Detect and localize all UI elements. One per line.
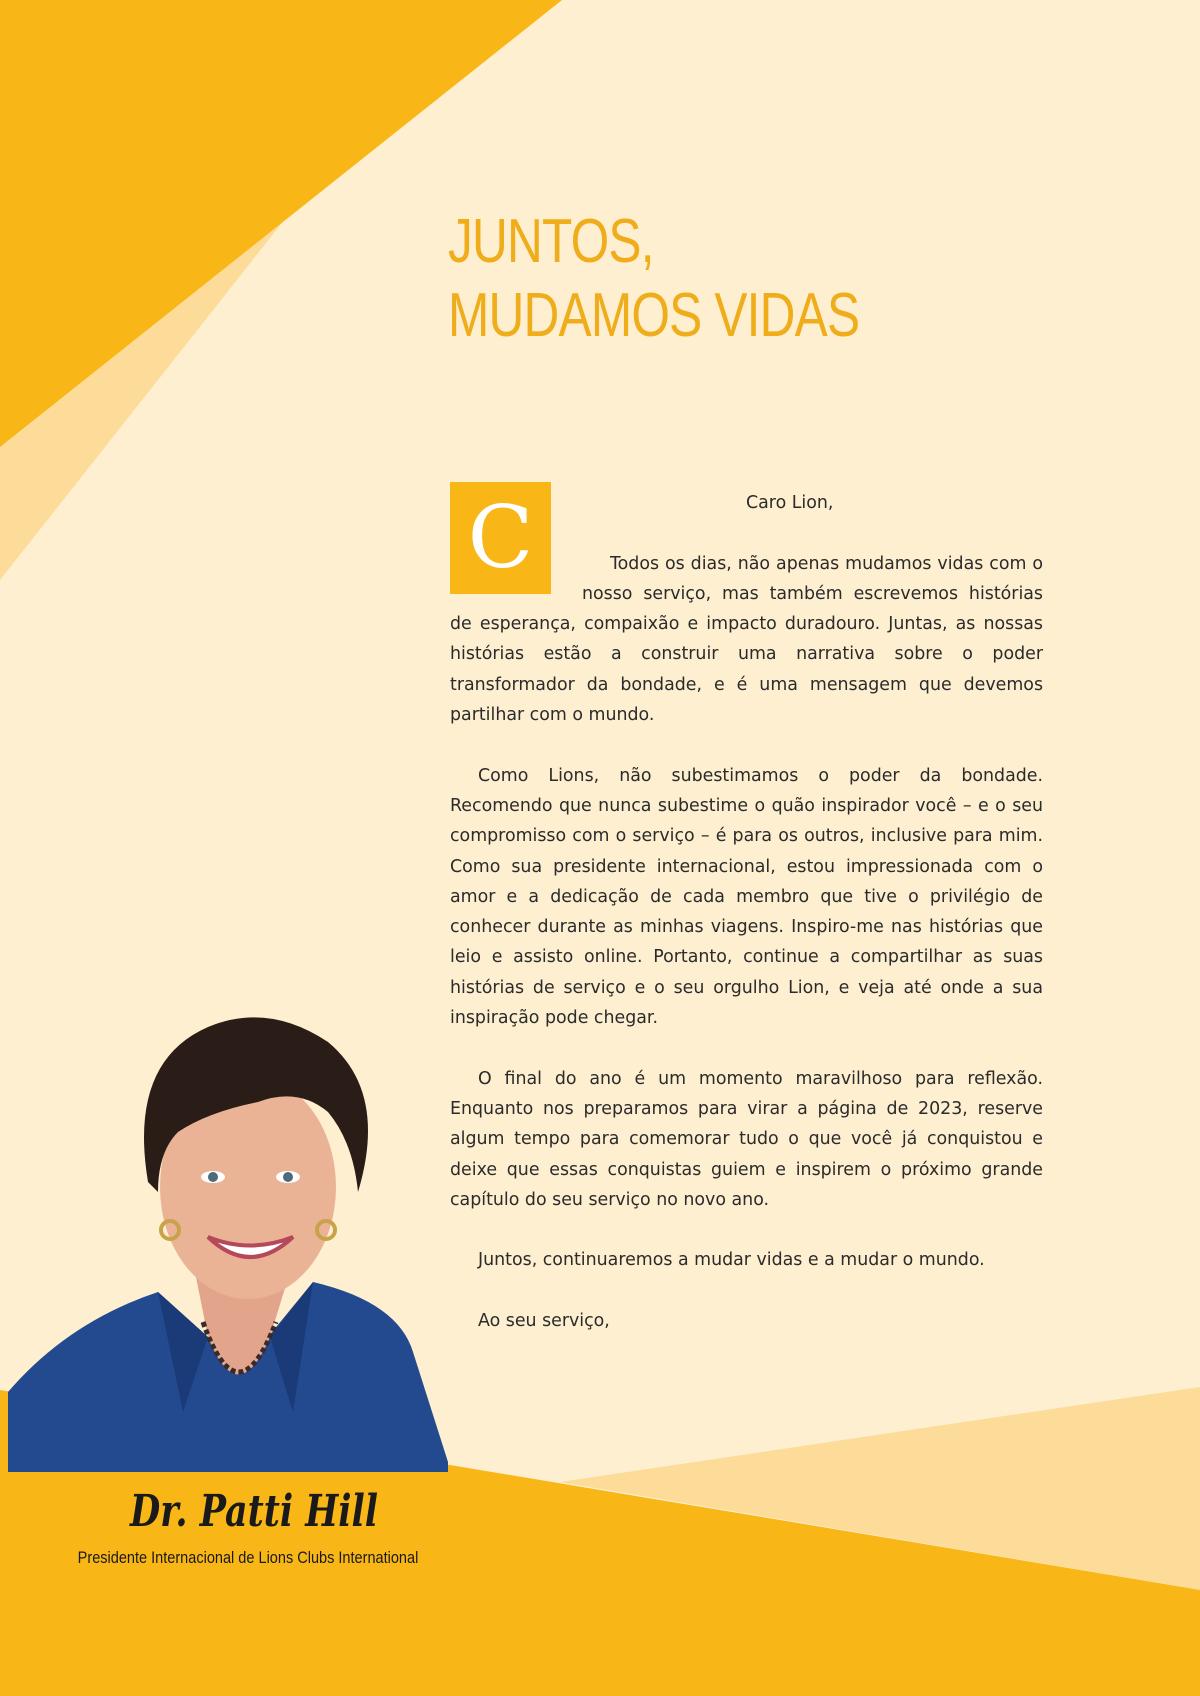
- letter-greeting: Caro Lion,: [746, 493, 834, 513]
- drop-cap: C: [450, 482, 551, 594]
- signature-text: Dr. Patti Hill: [128, 1486, 378, 1537]
- letter-paragraph-4: Juntos, continuaremos a mudar vidas e a mudar o mundo.: [478, 1250, 985, 1271]
- signature: [130, 1476, 380, 1544]
- signature-role: Presidente Internacional de Lions Clubs International: [77, 1549, 419, 1567]
- letter-closing: Ao seu serviço,: [478, 1311, 610, 1332]
- letter-paragraph-1: Todos os dias, não apenas mudamos vidas com o nosso serviço, mas também escrevemos histórias de esperança, compaixão e impacto duradouro. Juntas, as nossas histórias estão a construir uma narrativa sobre o poder transformador da bondade, e é uma mensagem que devemos partilhar com o mundo.: [450, 553, 1043, 726]
- letter-paragraph-3: O final do ano é um momento maravilhoso para reflexão. Enquanto nos preparamos para virar a página de 2023, reserve algum tempo para comemorar tudo o que você já conquistou e deixe que essas conquistas guiem e inspirem o próximo grande capítulo do seu serviço no novo ano.: [450, 1068, 1043, 1210]
- title-line-1: JUNTOS,: [448, 207, 654, 276]
- page-title: [448, 205, 859, 353]
- letter-body: [450, 488, 1043, 1367]
- portrait-photo: [8, 992, 458, 1472]
- drop-cap-spacer: [450, 488, 582, 604]
- title-line-2: MUDAMOS VIDAS: [448, 281, 860, 350]
- letter-paragraph-2: Como Lions, não subestimamos o poder da bondade. Recomendo que nunca subestime o quão inspirador você – e o seu compromisso com o serviço – é para os outros, inclusive para mim. Como sua presidente internacional, estou impressionada com o amor e a dedicação de cada membro que tive o privilégio de conhecer durante as minhas viagens. Inspiro-me nas histórias que leio e assisto online. Portanto, continue a compartilhar as suas histórias de serviço e o seu orgulho Lion, e veja até onde a sua inspiração pode chegar.: [450, 765, 1043, 1029]
